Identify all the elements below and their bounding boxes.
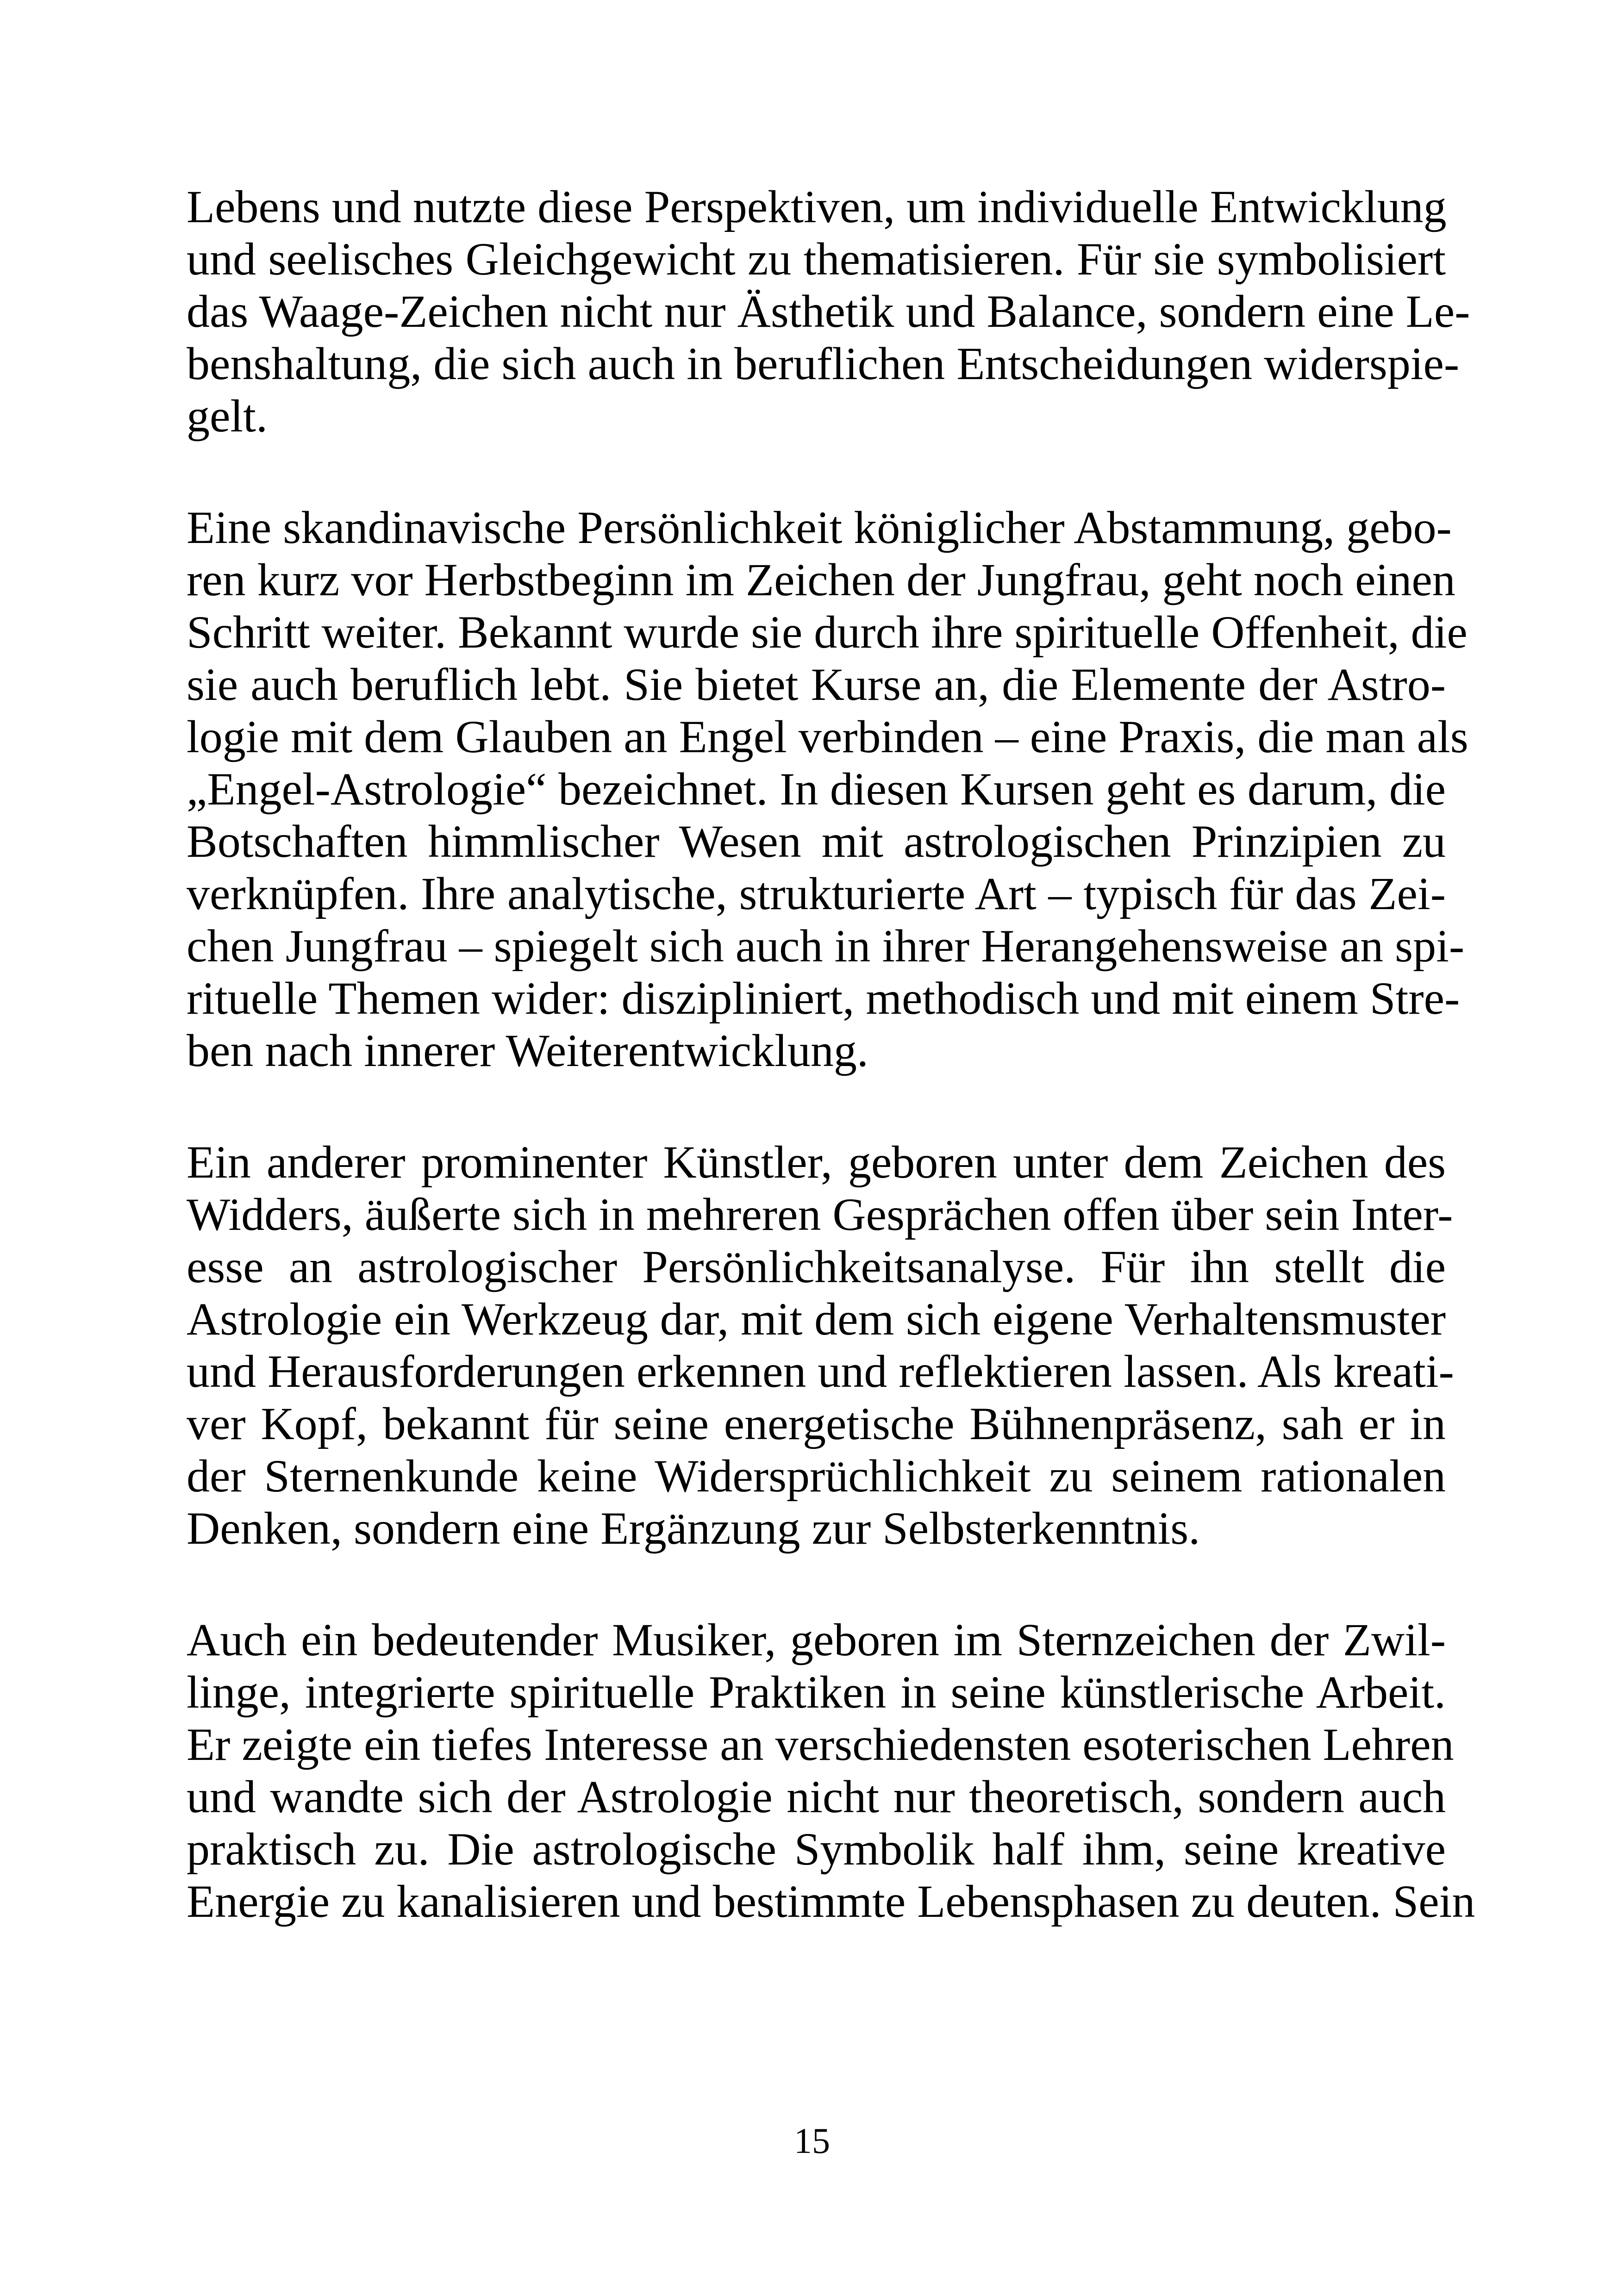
- text-line: gelt.: [187, 390, 268, 442]
- text-line: Er zeigte ein tiefes Interesse an verschiedensten esoterischen Lehren: [187, 1719, 1454, 1770]
- text-line: Widders, äußerte sich in mehreren Gesprächen offen über sein Inter-: [187, 1189, 1453, 1240]
- text-line: verknüpfen. Ihre analytische, strukturierte Art – typisch für das Zei-: [187, 868, 1446, 919]
- text-line: und Herausforderungen erkennen und reflektieren lassen. Als kreati-: [187, 1346, 1454, 1397]
- text-line: Botschaften himmlischer Wesen mit astrologischen Prinzipien zu: [187, 816, 1446, 867]
- text-line: und wandte sich der Astrologie nicht nur theoretisch, sondern auch: [187, 1771, 1446, 1822]
- paragraph-aries: [187, 1136, 1454, 1554]
- text-line: Auch ein bedeutender Musiker, geboren im Sternzeichen der Zwil-: [187, 1614, 1446, 1665]
- text-line: Schritt weiter. Bekannt wurde sie durch ihre spirituelle Offenheit, die: [187, 606, 1468, 658]
- text-line: praktisch zu. Die astrologische Symbolik half ihm, seine kreative: [187, 1823, 1446, 1875]
- text-line: rituelle Themen wider: diszipliniert, methodisch und mit einem Stre-: [187, 973, 1460, 1024]
- paragraph-gemini: [187, 1614, 1475, 1927]
- paragraph-libra: [187, 181, 1470, 442]
- text-line: linge, integrierte spirituelle Praktiken in seine künstlerische Arbeit.: [187, 1666, 1446, 1718]
- text-line: esse an astrologischer Persönlichkeitsanalyse. Für ihn stellt die: [187, 1241, 1446, 1292]
- text-line: und seelisches Gleichgewicht zu thematisieren. Für sie symbolisiert: [187, 233, 1446, 285]
- text-line: Denken, sondern eine Ergänzung zur Selbsterkenntnis.: [187, 1503, 1200, 1554]
- text-line: Energie zu kanalisieren und bestimmte Lebensphasen zu deuten. Sein: [187, 1876, 1475, 1927]
- text-line: chen Jungfrau – spiegelt sich auch in ihrer Herangehensweise an spi-: [187, 920, 1465, 972]
- text-line: ver Kopf, bekannt für seine energetische Bühnenpräsenz, sah er in: [187, 1398, 1446, 1449]
- text-line: ben nach innerer Weiterentwicklung.: [187, 1025, 868, 1076]
- page-number: 15: [794, 2120, 830, 2161]
- text-line: logie mit dem Glauben an Engel verbinden – eine Praxis, die man als: [187, 711, 1468, 762]
- text-line: der Sternenkunde keine Widersprüchlichkeit zu seinem rationalen: [187, 1450, 1446, 1502]
- text-line: Astrologie ein Werkzeug dar, mit dem sich eigene Verhaltensmuster: [187, 1293, 1446, 1345]
- text-line: ren kurz vor Herbstbeginn im Zeichen der Jungfrau, geht noch einen: [187, 554, 1455, 605]
- body-text: [187, 181, 1475, 1987]
- text-line: Lebens und nutzte diese Perspektiven, um individuelle Entwicklung: [187, 181, 1447, 232]
- text-line: benshaltung, die sich auch in beruflichen Entscheidungen widerspie-: [187, 338, 1460, 389]
- text-line: „Engel-Astrologie“ bezeichnet. In diesen Kursen geht es darum, die: [187, 763, 1446, 815]
- text-line: Eine skandinavische Persönlichkeit königlicher Abstammung, gebo-: [187, 502, 1452, 553]
- paragraph-virgo: [187, 501, 1468, 1077]
- text-line: das Waage-Zeichen nicht nur Ästhetik und Balance, sondern eine Le-: [187, 286, 1470, 337]
- text-line: sie auch beruflich lebt. Sie bietet Kurse an, die Elemente der Astro-: [187, 659, 1446, 710]
- text-line: Ein anderer prominenter Künstler, geboren unter dem Zeichen des: [187, 1136, 1446, 1188]
